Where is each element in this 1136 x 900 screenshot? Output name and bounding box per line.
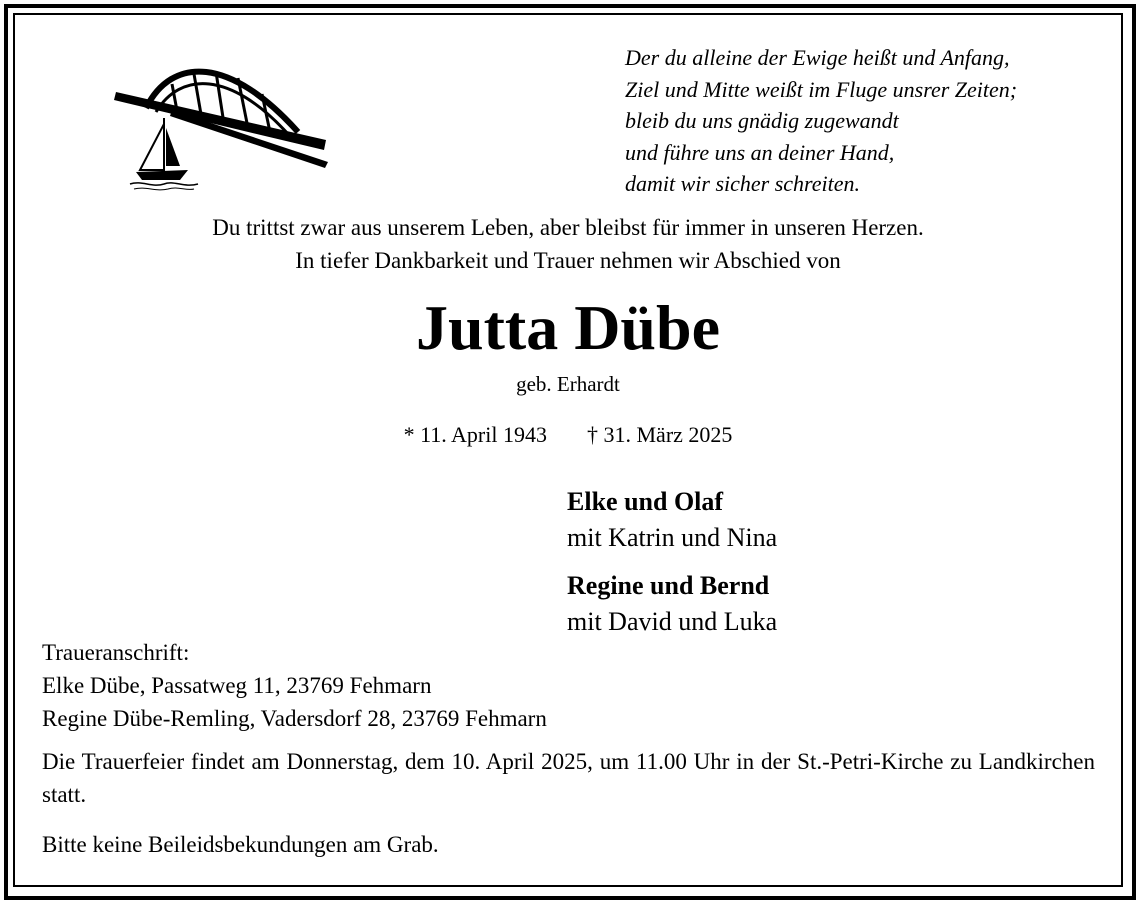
ceremony-info: Die Trauerfeier findet am Donnerstag, dem 10. April 2025, um 11.00 Uhr in der St.-Petri-Kirche zu Landkirchen statt.: [42, 749, 1095, 807]
poem: [625, 42, 1017, 200]
family-group-members: mit David und Luka: [567, 607, 778, 636]
mourning-address: [42, 636, 547, 735]
address-line-1: Elke Dübe, Passatweg 11, 23769 Fehmarn: [42, 673, 432, 698]
family-list: [567, 484, 777, 652]
intro-line-1: Du trittst zwar aus unserem Leben, aber bleibst für immer in unseren Herzen.: [212, 215, 924, 240]
family-group: [567, 568, 777, 640]
address-line-2: Regine Dübe-Remling, Vadersdorf 28, 23769 Fehmarn: [42, 706, 547, 731]
poem-line: und führe uns an deiner Hand,: [625, 139, 895, 165]
poem-line: Ziel und Mitte weißt im Fluge unsrer Zeiten;: [625, 76, 1018, 102]
poem-line: damit wir sicher schreiten.: [625, 171, 861, 196]
poem-line: bleib du uns gnädig zugewandt: [625, 108, 899, 133]
family-group-members: mit Katrin und Nina: [567, 523, 778, 552]
life-dates: [0, 421, 1136, 449]
deceased-name: Jutta Dübe: [415, 292, 721, 363]
birth-date: * 11. April 1943: [403, 422, 547, 447]
family-group-name: Regine und Bernd: [567, 571, 770, 600]
maiden-name: geb. Erhardt: [516, 372, 620, 396]
address-label: Traueranschrift:: [42, 640, 190, 665]
family-group-name: Elke und Olaf: [567, 487, 724, 516]
intro-line-2: In tiefer Dankbarkeit und Trauer nehmen wir Abschied von: [295, 248, 841, 273]
family-group: [567, 484, 777, 556]
poem-line: Der du alleine der Ewige heißt und Anfang,: [625, 45, 1010, 70]
intro-text: [0, 211, 1136, 277]
condolence-note: Bitte keine Beileidsbekundungen am Grab.: [42, 832, 439, 857]
bridge-sailboat-icon: [112, 62, 334, 192]
death-date: † 31. März 2025: [587, 422, 733, 447]
